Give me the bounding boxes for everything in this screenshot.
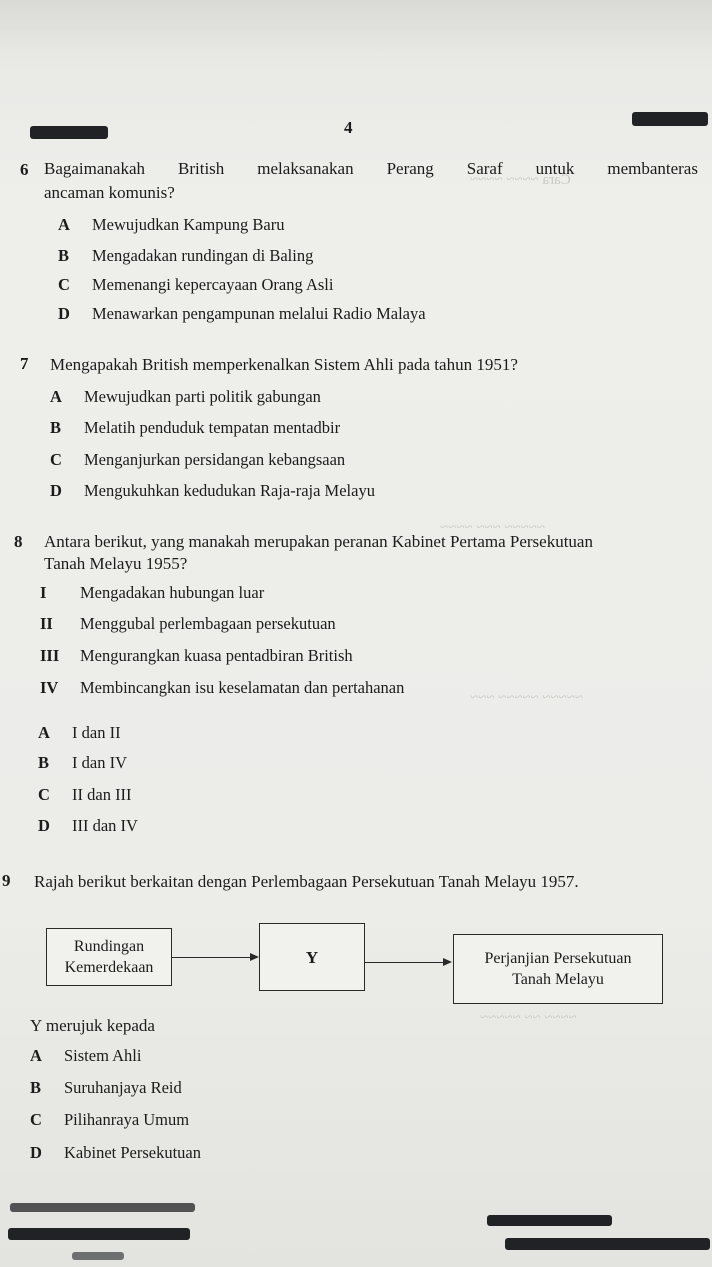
diagram-box-y: Y [259, 923, 365, 991]
answer-option[interactable]: D Kabinet Persekutuan [30, 1143, 202, 1162]
question-stem-line2: Tanah Melayu 1955? [44, 554, 188, 573]
answer-option[interactable]: C II dan III [38, 785, 132, 804]
bleed-through-text: ~~~~~ ~~~~~ ~~~ [470, 690, 583, 706]
statement-item: IV Membincangkan isu keselamatan dan pertahanan [40, 678, 405, 697]
answer-option[interactable]: D Menawarkan pengampunan melalui Radio Malaya [58, 304, 426, 323]
bleed-through-text: ~~~~~ ~~~ ~~~~ [440, 520, 545, 536]
question-stem [44, 158, 698, 180]
answer-option[interactable]: A Sistem Ahli [30, 1046, 142, 1065]
statement-item: I Mengadakan hubungan luar [40, 583, 265, 602]
stem-word: British [178, 159, 225, 178]
answer-option[interactable]: B Melatih penduduk tempatan mentadbir [50, 418, 341, 437]
redaction-mark [10, 1203, 195, 1212]
stem-word: membanteras [607, 159, 698, 178]
question-stem: Antara berikut, yang manakah merupakan peranan Kabinet Pertama Persekutuan [44, 532, 593, 551]
diagram-box-perjanjian: Perjanjian Persekutuan Tanah Melayu [453, 934, 663, 1004]
answer-option[interactable]: A I dan II [38, 723, 121, 742]
redaction-mark [30, 126, 108, 139]
stem-word: Perang [386, 159, 434, 178]
diagram-arrow [171, 957, 251, 958]
answer-option[interactable]: C Memenangi kepercayaan Orang Asli [58, 275, 334, 294]
arrow-head-icon [443, 958, 452, 966]
statement-item: II Menggubal perlembagaan persekutuan [40, 614, 336, 633]
question-number: 9 [2, 871, 11, 890]
bleed-through-text: Cara ~~~~ ~~~~ [470, 172, 571, 188]
answer-option[interactable]: D Mengukuhkan kedudukan Raja-raja Melayu [50, 481, 375, 500]
answer-option[interactable]: B Mengadakan rundingan di Baling [58, 246, 314, 265]
answer-option[interactable]: D III dan IV [38, 816, 138, 835]
diagram-arrow [364, 962, 444, 963]
answer-option[interactable]: C Menganjurkan persidangan kebangsaan [50, 450, 346, 469]
stem-word: Bagaimanakah [44, 159, 146, 178]
diagram-box-rundingan: Rundingan Kemerdekaan [46, 928, 172, 986]
redaction-mark [72, 1252, 124, 1260]
question-number: 6 [20, 160, 29, 179]
stem-word: Saraf [466, 159, 503, 178]
statement-item: III Mengurangkan kuasa pentadbiran British [40, 646, 353, 665]
redaction-mark [487, 1215, 612, 1226]
answer-option[interactable]: A Mewujudkan parti politik gabungan [50, 387, 321, 406]
question-stem-line2: ancaman komunis? [44, 183, 175, 202]
question-stem: Mengapakah British memperkenalkan Sistem Ahli pada tahun 1951? [50, 355, 518, 374]
redaction-mark [8, 1228, 190, 1240]
arrow-head-icon [250, 953, 259, 961]
question-number: 8 [14, 532, 23, 551]
answer-option[interactable]: B I dan IV [38, 753, 127, 772]
answer-option[interactable]: B Suruhanjaya Reid [30, 1078, 182, 1097]
redaction-mark [632, 112, 708, 126]
stem-word: melaksanakan [257, 159, 354, 178]
page-number: 4 [344, 118, 353, 137]
redaction-mark [505, 1238, 710, 1250]
question-stem: Rajah berikut berkaitan dengan Perlembagaan Persekutuan Tanah Melayu 1957. [34, 872, 579, 891]
question-prompt: Y merujuk kepada [30, 1016, 155, 1035]
question-number: 7 [20, 354, 29, 373]
answer-option[interactable]: A Mewujudkan Kampung Baru [58, 215, 285, 234]
bleed-through-text: ~~~~ ~~ ~~~~~ [480, 1010, 577, 1026]
stem-word: untuk [535, 159, 575, 178]
answer-option[interactable]: C Pilihanraya Umum [30, 1110, 190, 1129]
